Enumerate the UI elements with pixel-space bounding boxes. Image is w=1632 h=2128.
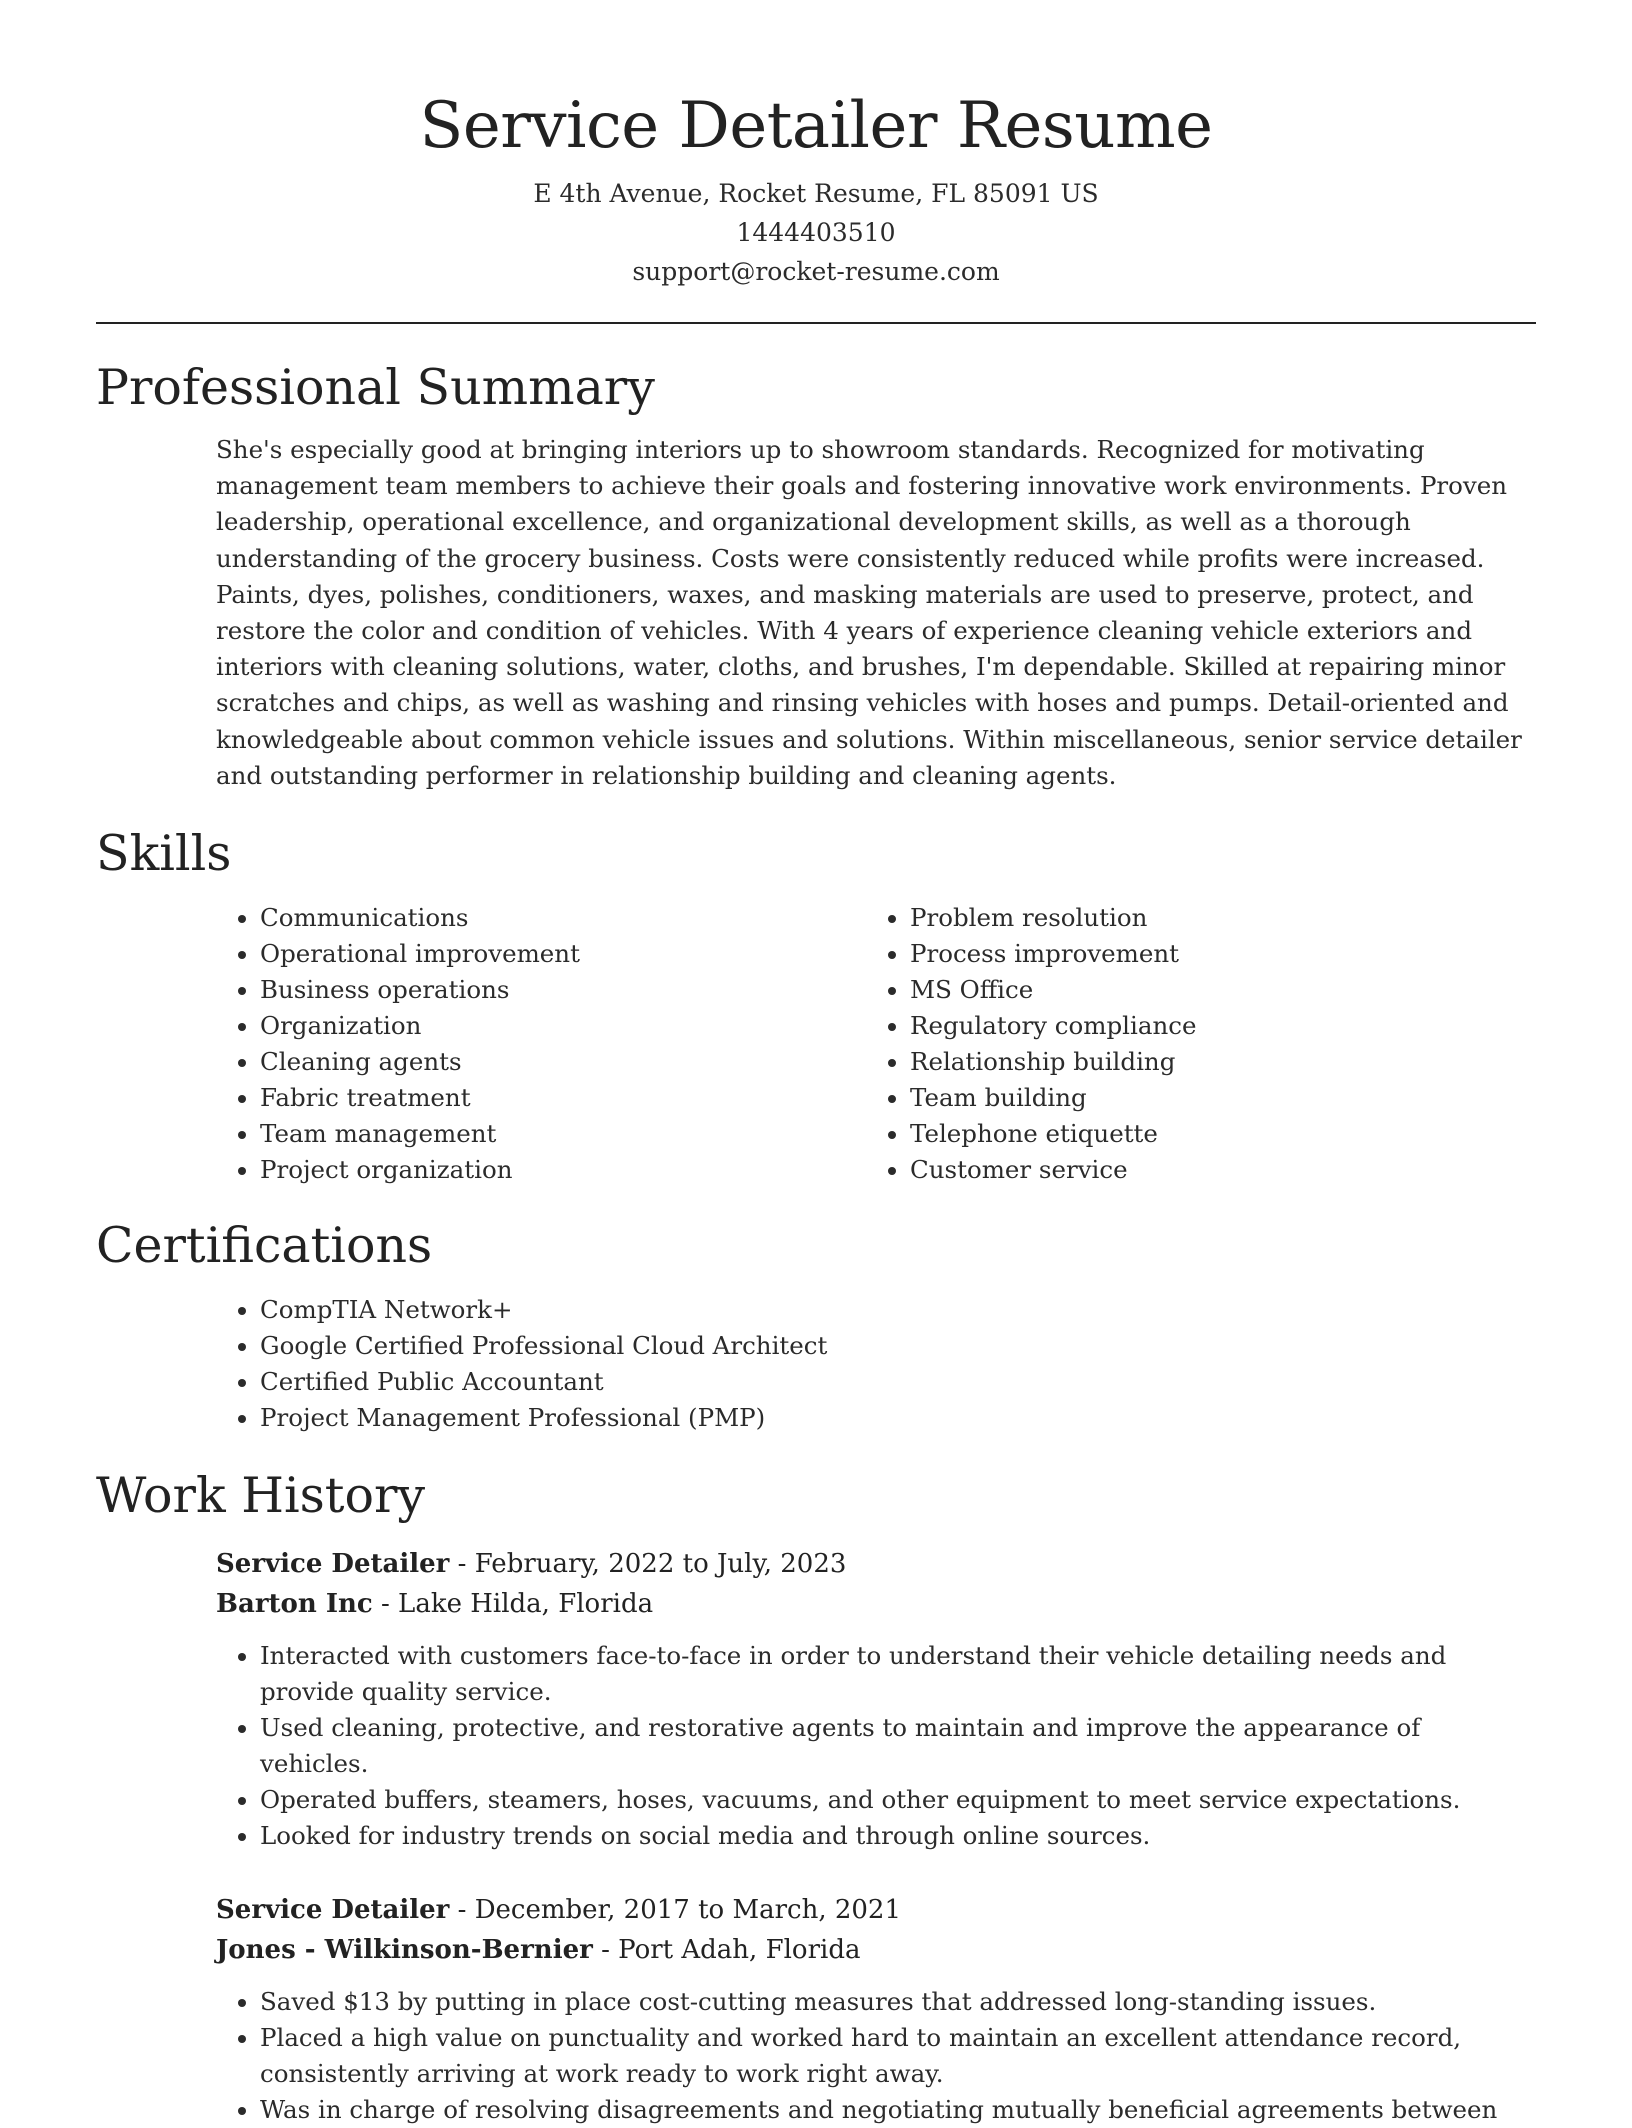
skills-grid	[216, 900, 1536, 1188]
skill-item: • Team management	[260, 1116, 866, 1152]
job-bullets	[216, 1984, 1536, 2128]
job-location: - Lake Hilda, Florida	[372, 1589, 654, 1620]
skill-item: • Cleaning agents	[260, 1044, 866, 1080]
skills-list-left	[216, 900, 866, 1188]
skills-section	[96, 824, 1536, 1188]
job-bullet: • Used cleaning, protective, and restorative agents to maintain and improve the appearance of vehicles.	[260, 1710, 1536, 1782]
job-title-line	[216, 1544, 1536, 1584]
job-entry	[216, 1544, 1536, 1854]
job-bullet: • Saved $13 by putting in place cost-cutting measures that addressed long-standing issues.	[260, 1984, 1536, 2020]
skill-item: • Business operations	[260, 972, 866, 1008]
skills-column-left	[216, 900, 866, 1188]
job-role: Service Detailer	[216, 1895, 450, 1926]
certification-item: • Project Management Professional (PMP)	[260, 1400, 1536, 1436]
certifications-section	[96, 1216, 1536, 1436]
job-company-line	[216, 1584, 1536, 1624]
skill-item: • Regulatory compliance	[910, 1008, 1516, 1044]
job-title-line	[216, 1890, 1536, 1930]
skill-item: • Team building	[910, 1080, 1516, 1116]
job-bullet: • Placed a high value on punctuality and worked hard to maintain an excellent attendance record, consistently arriving at work ready to work right away.	[260, 2020, 1536, 2092]
skill-item: • Customer service	[910, 1152, 1516, 1188]
work-history-heading: Work History	[96, 1467, 426, 1525]
skills-list-right	[866, 900, 1516, 1188]
header-divider	[96, 322, 1536, 324]
summary-section	[96, 358, 1536, 794]
skill-item: • Operational improvement	[260, 936, 866, 972]
skill-item: • Communications	[260, 900, 866, 936]
job-bullets-wrap	[216, 1984, 1536, 2128]
skill-item: • Relationship building	[910, 1044, 1516, 1080]
job-company: Jones - Wilkinson-Bernier	[216, 1935, 593, 1966]
job-company: Barton Inc	[216, 1589, 373, 1620]
job-bullet: • Was in charge of resolving disagreements and negotiating mutually beneficial agreements between	[260, 2092, 1536, 2128]
job-bullets	[216, 1638, 1536, 1854]
skill-item: • Telephone etiquette	[910, 1116, 1516, 1152]
job-bullets-wrap	[216, 1638, 1536, 1854]
certification-item: • Certified Public Accountant	[260, 1364, 1536, 1400]
skill-item: • Organization	[260, 1008, 866, 1044]
job-location: - Port Adah, Florida	[592, 1935, 861, 1966]
certifications-list-wrap	[216, 1292, 1536, 1436]
skills-column-right	[866, 900, 1516, 1188]
job-company-line	[216, 1930, 1536, 1970]
resume-page	[96, 0, 1536, 2128]
skill-item: • MS Office	[910, 972, 1516, 1008]
summary-heading: Professional Summary	[96, 359, 655, 416]
skills-heading: Skills	[96, 825, 232, 883]
job-bullet: • Looked for industry trends on social media and through online sources.	[260, 1818, 1536, 1854]
skill-item: • Fabric treatment	[260, 1080, 866, 1116]
contact-phone: 1444403510	[736, 218, 896, 247]
resume-header	[96, 0, 1536, 291]
skill-item: • Problem resolution	[910, 900, 1516, 936]
certifications-list	[216, 1292, 1536, 1436]
summary-text: She's especially good at bringing interiors up to showroom standards. Recognized for motivating management team members to achieve their goals and fostering innovative work environments. Proven leadership, operational excellence, and organizational development skills, as well as a thorough understanding of the grocery business. Costs were consistently reduced while profits were increased. Paints, dyes, polishes, conditioners, waxes, and masking materials are used to preserve, protect, and restore the color and condition of vehicles. With 4 years of experience cleaning vehicle exteriors and interiors with cleaning solutions, water, cloths, and brushes, I'm dependable. Skilled at repairing minor scratches and chips, as well as washing and rinsing vehicles with hoses and pumps. Detail-oriented and knowledgeable about common vehicle issues and solutions. Within miscellaneous, senior service detailer and outstanding performer in relationship building and cleaning agents.	[216, 435, 1522, 790]
job-entry	[216, 1890, 1536, 2128]
job-bullet: • Interacted with customers face-to-face in order to understand their vehicle detailing needs and provide quality service.	[260, 1638, 1536, 1710]
job-dates: - February, 2022 to July, 2023	[449, 1549, 847, 1580]
contact-block	[96, 174, 1536, 291]
skill-item: • Process improvement	[910, 936, 1516, 972]
certification-item: • CompTIA Network+	[260, 1292, 1536, 1328]
contact-address: E 4th Avenue, Rocket Resume, FL 85091 US	[533, 179, 1099, 208]
contact-email: support@rocket-resume.com	[632, 257, 1000, 286]
resume-title: Service Detailer Resume	[419, 89, 1213, 163]
certification-item: • Google Certified Professional Cloud Architect	[260, 1328, 1536, 1364]
job-dates: - December, 2017 to March, 2021	[449, 1895, 902, 1926]
certifications-heading: Certifications	[96, 1217, 433, 1275]
skill-item: • Project organization	[260, 1152, 866, 1188]
job-role: Service Detailer	[216, 1549, 450, 1580]
work-history-section	[96, 1466, 1536, 2128]
job-bullet: • Operated buffers, steamers, hoses, vacuums, and other equipment to meet service expectations.	[260, 1782, 1536, 1818]
